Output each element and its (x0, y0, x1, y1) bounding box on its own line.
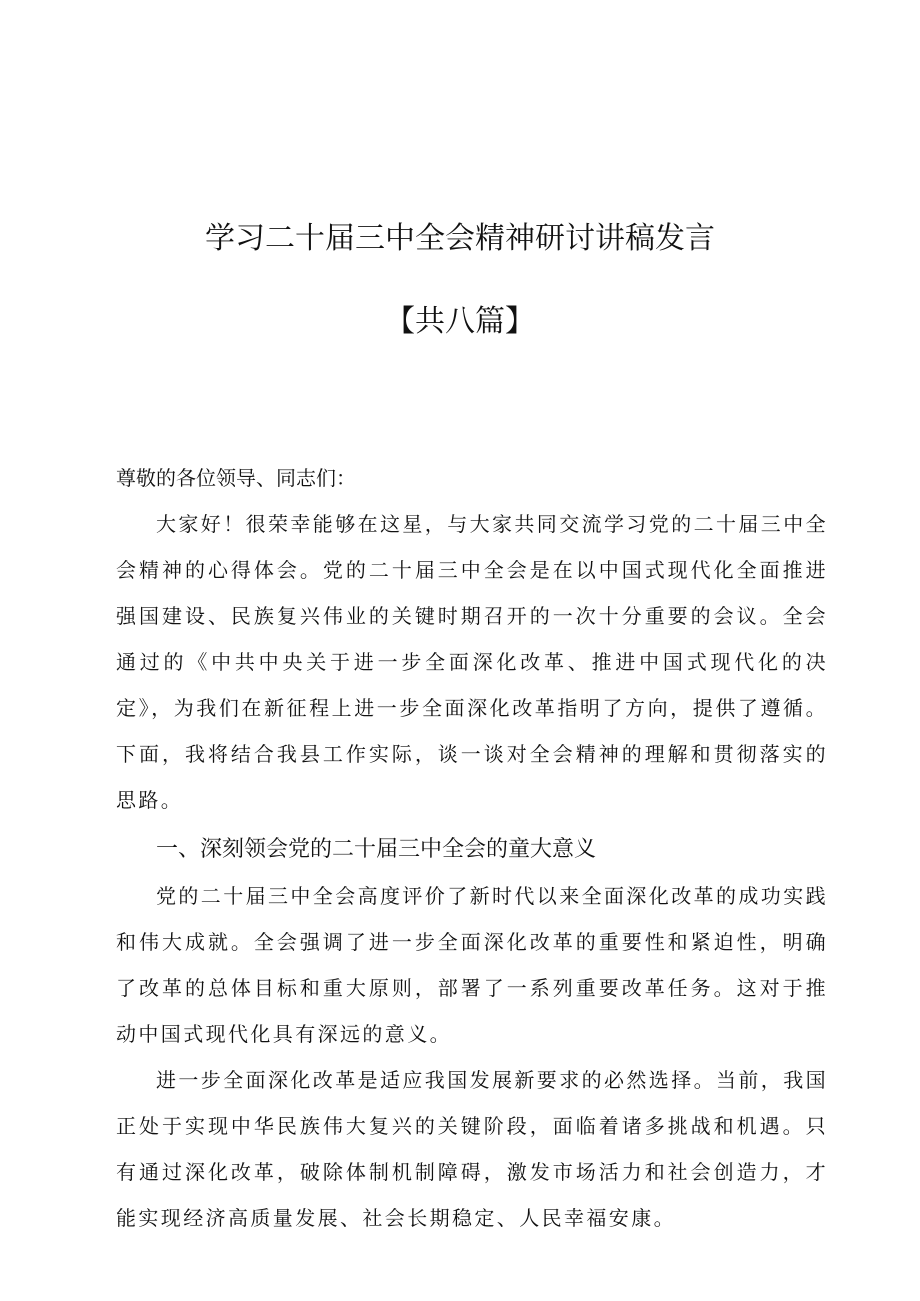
document-title: 学习二十届三中全会精神研讨讲稿发言 (205, 221, 715, 256)
document-subtitle: 【共八篇】 (385, 304, 535, 339)
document-body (116, 455, 828, 1241)
intro-paragraph: 大家好！很荣幸能够在这星，与大家共同交流学习党的二十届三中全会精神的心得体会。党的二十届三中全会是在以中国式现代化全面推进强国建设、民族复兴伟业的关键时期召开的一次十分重要的会议。全会通过的《中共中央关于进一步全面深化改革、推进中国式现代化的决定》，为我们在新征程上进一步全面深化改革指明了方向，提供了遵循。下面，我将结合我县工作实际，谈一谈对全会精神的理解和贯彻落实的思路。 (116, 512, 828, 812)
section-heading: 一、深刻领会党的二十届三中全会的童大意义 (156, 837, 597, 862)
section-paragraph: 进一步全面深化改革是适应我国发展新要求的必然选择。当前，我国正处于实现中华民族伟大复兴的关键阶段，面临着诸多挑战和机遇。只有通过深化改革，破除体制机制障碍，激发市场活力和社会创造力，才能实现经济高质量发展、社会长期稳定、人民幸福安康。 (116, 1068, 828, 1230)
salutation: 尊敬的各位领导、同志们： (116, 466, 356, 490)
section-paragraph: 党的二十届三中全会高度评价了新时代以来全面深化改革的成功实践和伟大成就。全会强调了进一步全面深化改革的重要性和紧迫性，明确了改革的总体目标和重大原则，部署了一系列重要改革任务。这对于推动中国式现代化具有深远的意义。 (116, 884, 828, 1046)
